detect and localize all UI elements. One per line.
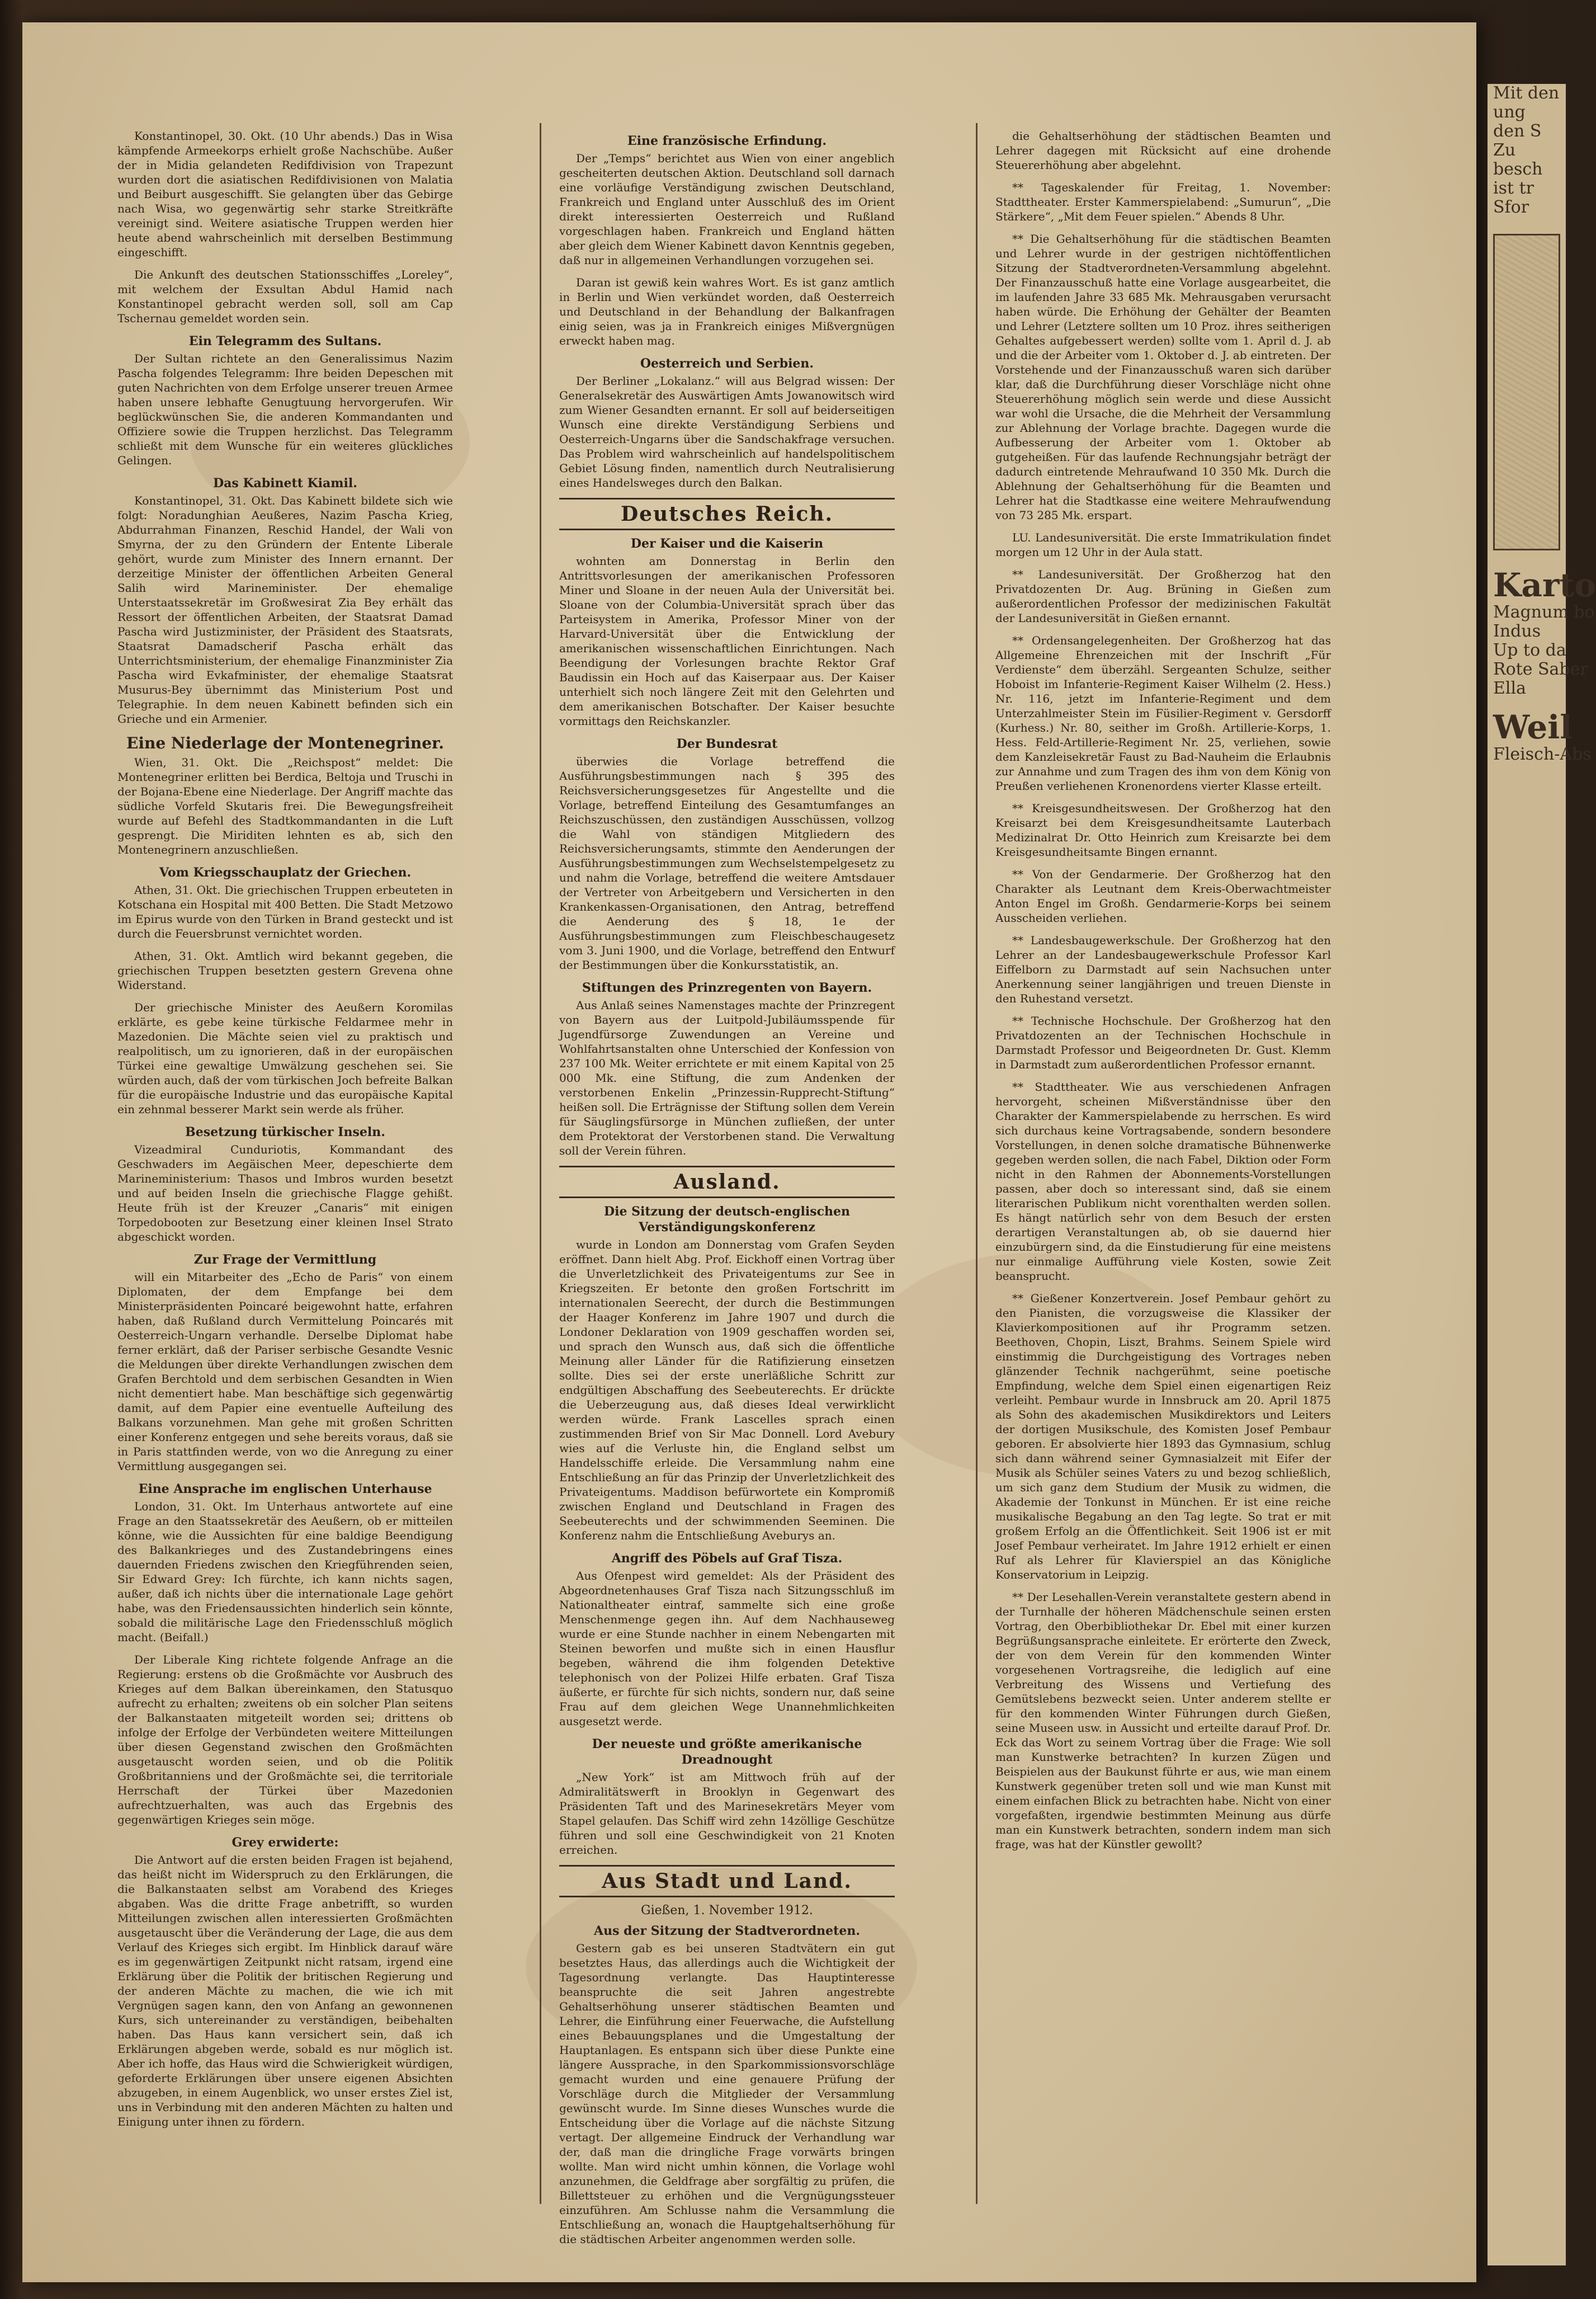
article-text: Der Berliner „Lokalanz.“ will aus Belgrad wissen: Der Generalsekretär des Auswärtigen Amts Jowanowitsch wird zum Wiener Gesandten ernannt. Er soll auf beiderseitigen Wunsch eine direkte Verständigung Serbiens und Oesterreich-Ungarns über die Sandschakfrage versuchen. Das Problem wird wahrscheinlich auf handelspolitischem Gebiet Lösung finden, namentlich durch Neutralisierung eines Handelsweges durch den Balkan. [559,374,895,489]
adjacent-page-fragment: Ella [1493,679,1526,698]
article-text: wurde in London am Donnerstag vom Grafen Seyden eröffnet. Dann hielt Abg. Prof. Eickhoff einen Vortrag über die Unverletzlichkeit des Privateigentums zur See in Kriegszeiten. Er betonte den großen Fortschritt im internationalen Seerecht, der durch die Bestimmungen der Haager Konferenz im Jahre 1907 und durch die Londoner Deklaration von 1909 geschaffen worden sei, und sprach den Wunsch aus, daß sich die öffentliche Meinung aller Länder für die Ratifizierung einsetzen sollte. Dies sei der erste unerläßliche Schritt zur endgültigen Abschaffung des Seebeuterechts. Er drückte die Ueberzeugung aus, daß dieses Ideal verwirklicht werden würde. Frank Lascelles sprach einen zustimmenden Brief von Sir Mac Donnell. Lord Avebury wies auf die Verluste hin, die England selbst um Handelsschiffe erleide. Die Versammlung nahm eine Entschließung an für das Prinzip der Unverletzlichkeit des Privateigentums. Maddison befürwortete ein Kompromiß zwischen England und Deutschland in Fragen des Seebeuterechts und der schwimmenden Seeminen. Die Konferenz nahm die Entschließung Aveburys an. [559,1238,895,1542]
article-text: ** Ordensangelegenheiten. Der Großherzog hat das Allgemeine Ehrenzeichen mit der Inschrift „Für Verdienste“ dem überzähl. Sergeanten Schulze, seither Hoboist im Infanterie-Regiment Kaiser Wilhelm (2. Hess.) Nr. 116, jetzt im Infanterie-Regiment und dem Unterzahlmeister Stein im Füsilier-Regiment v. Gersdorff (Kurhess.) Nr. 80, seither im Großh. Artillerie-Korps, 1. Hess. Feld-Artillerie-Regiment Nr. 25, verliehen, sowie dem Kanzleisekretär Faust zu Bad-Nauheim die Erlaubnis zur Annahme und zum Tragen des ihm von dem König von Preußen verliehenen Kronenordens vierter Klasse erteilt. [995,634,1331,793]
advertisement-illustration [1493,234,1560,550]
article-headline: Der neueste und größte amerikanische Dreadnought [592,1737,862,1767]
article-text: ** Die Gehaltserhöhung für die städtischen Beamten und Lehrer wurde in der gestrigen nichtöffentlichen Sitzung der Stadtverordneten-Versammlung abgelehnt. Der Finanzausschuß hatte eine Vorlage ausgearbeitet, die im laufenden Jahre 33 685 Mk. Mehrausgaben verursacht haben würde. Die Erhöhung der Gehälter der Beamten und Lehrer (Letztere sollten um 10 Proz. ihres seitherigen Gehaltes aufgebessert werden) sollte vom 1. April d. J. ab und die der Arbeiter vom 1. Oktober d. J. ab eintreten. Der Vorstehende und der Finanzausschuß waren sich darüber klar, daß die Durchführung dieser Vorschläge nicht ohne Steuererhöhung möglich sein werde und diese Aussicht war wohl die Ursache, die die Mehrheit der Versammlung zur Ablehnung der Vorlage brachte. Dagegen wurde die Aufbesserung der Arbeiter vom 1. Oktober ab gutgeheißen. Für das laufende Rechnungsjahr beträgt der dadurch eintretende Mehraufwand 10 350 Mk. Durch die Ablehnung der Gehaltserhöhung für die Beamten und Lehrer hat die Stadtkasse eine weitere Mehraufwendung von 73 285 Mk. erspart. [995,232,1331,522]
section-header [559,498,895,530]
article-text: ** Tageskalender für Freitag, 1. November: Stadttheater. Erster Kammerspielabend: „Sumurun“, „Die Stärkere“, „Mit dem Feuer spielen.“ Abends 8 Uhr. [995,181,1331,223]
article-text: Athen, 31. Okt. Amtlich wird bekannt gegeben, die griechischen Truppen besetzten gestern Grevena ohne Widerstand. [117,949,453,992]
article-text: ** Von der Gendarmerie. Der Großherzog hat den Charakter als Leutnant dem Kreis-Oberwachtmeister Anton Engel im Großh. Gendarmerie-Korps bei seinem Ausscheiden verliehen. [995,868,1331,925]
article-headline: Angriff des Pöbels auf Graf Tisza. [611,1551,843,1566]
article-text: Der Liberale King richtete folgende Anfrage an die Regierung: erstens ob die Großmächte vor Ausbruch des Krieges auf dem Balkan übereinkamen, den Statusquo aufrecht zu erhalten; zweitens ob ein solcher Plan seitens der Balkanstaaten mitgeteilt worden sei; drittens ob infolge der Erfolge der Verbündeten weitere Mitteilungen über diesen Gegenstand zwischen den Großmächten ausgetauscht worden seien, und ob die Politik Großbritanniens und der Großmächte sei, die territoriale Herrschaft der Türkei über Mazedonien aufrechtzuerhalten, was auch das Ergebnis des gegenwärtigen Krieges sein möge. [117,1653,453,1826]
article-headline: Besetzung türkischer Inseln. [185,1125,385,1139]
article-text: ** Landesbaugewerkschule. Der Großherzog hat den Lehrer an der Landesbaugewerkschule Professor Karl Eiffelborn zu Darmstadt auf sein Nachsuchen unter Anerkennung seiner langjährigen und treuen Dienste in den Ruhestand versetzt. [995,934,1331,1005]
section-header [559,1166,895,1198]
article-block [117,129,453,260]
article-text: „New York“ ist am Mittwoch früh auf der Admiralitätswerft in Brooklyn in Gegenwart des Präsidenten Taft und des Marinesekretärs Meyer vom Stapel gelaufen. Das Schiff wird zehn 14zöllige Geschütze führen und soll eine Geschwindigkeit von 21 Knoten erreichen. [559,1770,895,1857]
article-block [117,734,453,857]
article-text: will ein Mitarbeiter des „Echo de Paris“ von einem Diplomaten, der dem Empfange bei dem Ministerpräsidenten Poincaré beigewohnt hatte, erfahren haben, daß Rußland durch Vermittelung Poincarés mit Oesterreich-Ungarn verhandle. Derselbe Diplomat habe ferner erklärt, daß der Pariser serbische Gesandte Vesnic die Meldungen über direkte Verhandlungen zwischen dem Grafen Berchtold und dem serbischen Gesandten in Wien nicht dementiert habe. Man beschäftige sich gegenwärtig damit, auf dem Papier eine eventuelle Aufteilung des Balkans vorzunehmen. Man gehe mit großen Schritten einer Konferenz entgegen und sehe bereits voraus, daß sie in Paris stattfinden werde, von wo die Anregung zu einer Vermittlung ausgegangen sei. [117,1270,453,1473]
article-block [995,567,1331,625]
article-block [117,1835,453,2129]
article-block [117,865,453,941]
article-text: Konstantinopel, 31. Okt. Das Kabinett bildete sich wie folgt: Noradunghian Aeußeres, Nazim Pascha Krieg, Abdurrahman Finanzen, Reschid Handel, der Wali von Smyrna, der zu den Gründern der Entente Liberale gehört, wurde zum Minister des Innern ernannt. Der derzeitige Minister der öffentlichen Arbeiten General Salih wird Marineminister. Der ehemalige Unterstaatssekretär im Großwesirat Zia Bey erhält das Ressort der öffentlichen Arbeiten, der Staatsrat Damad Pascha wird Justizminister, der Präsident des Staatsrats, Staatsrat Damadscherif Pascha erhält das Unterrichtsministerium, der ehemalige Finanzminister Zia Pascha wird Evkafminister, der ehemalige Staatsrat Musurus-Bey übernimmt das Ministerium Post und Telegraphie. In dem neuen Kabinett befinden sich ein Grieche und ein Armenier. [117,494,453,725]
article-block [117,1652,453,1827]
adjacent-page-fragment: Weil [1493,708,1573,746]
article-text: überwies die Vorlage betreffend die Ausführungsbestimmungen nach § 395 des Reichsversicherungsgesetzes für Angestellte und die Vorlage, betreffend Einteilung des Gesamtumfanges an Reichszuschüssen, den zuständigen Ausschüssen, vollzog die Wahl von ständigen Mitgliedern des Reichsversicherungsamts, stimmte den Aenderungen der Ausführungsbestimmungen zum Wechselstempelgesetz zu und nahm die Vorlage, betreffend die weitere Amtsdauer der Vertreter von Arbeitgebern und Versicherten in den Krankenkassen-Organisationen, den Antrag, betreffend die Aenderung des § 18, 1e der Ausführungsbestimmungen zum Fleischbeschaugesetz vom 3. Juni 1900, und die Vorlage, betreffend den Entwurf der Bestimmungen über die Konkursstatistik, an. [559,755,895,972]
article-headline: Vom Kriegsschauplatz der Griechen. [159,865,412,880]
adjacent-page-fragment: Zu [1493,140,1516,160]
article-text: Vizeadmiral Cunduriotis, Kommandant des Geschwaders im Aegäischen Meer, depeschierte dem Marineministerium: Thasos und Imbros wurden besetzt und auf beiden Inseln die griechische Flagge gehißt. Heute früh ist der Kreuzer „Canaris“ mit einigen Torpedobooten zur Besetzung einer kleinen Insel Strato abgeschickt worden. [117,1143,453,1243]
article-block [995,1080,1331,1283]
article-text: ** Kreisgesundheitswesen. Der Großherzog hat den Kreisarzt bei dem Kreisgesundheitsamte Lauterbach Medizinalrat Dr. Otto Heinrich zum Kreisarzte bei dem Kreisgesundheitsamte Bingen ernannt. [995,802,1331,859]
article-text: Der Sultan richtete an den Generalissimus Nazim Pascha folgendes Telegramm: Ihre beiden Depeschen mit guten Nachrichten von dem Erfolge unserer treuen Armee haben unsere lebhafte Genugtuung hervorgerufen. Wir beglückwünschen Sie, die anderen Kommandanten und Offiziere sowie die Truppen herzlichst. Das Telegramm schließt mit dem Wunsche für ein weiteres glückliches Gelingen. [117,352,453,467]
article-block [559,356,895,490]
article-block [117,1124,453,1244]
adjacent-page-fragment: Sfor [1493,197,1529,217]
article-headline: Eine Ansprache im englischen Unterhause [138,1482,432,1496]
article-block [117,1000,453,1116]
article-text: Aus Ofenpest wird gemeldet: Als der Präsident des Abgeordnetenhauses Graf Tisza nach Sitzungsschluß im Nationaltheater eintraf, sammelte sich eine große Menschenmenge gegen ihn. Auf dem Nachhauseweg wurde er eine Stunde nachher in einem Nebengarten mit Steinen beworfen und mußte sich in einen Hausflur begeben, während die ihm folgenden Detektive telephonisch von der Polizei Hilfe erbaten. Graf Tisza äußerte, er fürchte für sich nichts, sondern nur, daß seine Frau auf dem gleichen Wege Unannehmlichkeiten ausgesetzt werde. [559,1569,895,1728]
article-block [559,1204,895,1543]
adjacent-page-fragment: Karto [1493,566,1596,604]
section-title: Ausland. [673,1170,781,1194]
article-block [995,530,1331,559]
section-title: Aus Stadt und Land. [602,1869,852,1893]
adjacent-page-fragment: ist tr [1493,178,1534,198]
article-block [995,933,1331,1006]
article-block [559,980,895,1158]
article-block [117,475,453,726]
dateline: Gießen, 1. November 1912. [641,1904,813,1918]
article-text: Die Ankunft des deutschen Stationsschiffes „Loreley“, mit welchem der Exsultan Abdul Hamid nach Konstantinopel gebracht werden soll, soll am Cap Tschernau gemeldet worden sein. [117,268,453,325]
article-headline: Eine französische Erfindung. [627,134,827,148]
article-block [117,949,453,992]
article-headline: Ein Telegramm des Sultans. [188,334,382,348]
adjacent-page-fragment: besch [1493,159,1543,179]
article-block [559,1736,895,1857]
article-column-1 [117,129,453,2198]
article-text: Gestern gab es bei unseren Stadtvätern ein gut besetztes Haus, das allerdings auch die Wichtigkeit der Tagesordnung verlangte. Das Hauptinteresse beanspruchte die seit Jahren angestrebte Gehaltserhöhung unserer städtischen Beamten und Lehrer, die Einführung einer Feuerwache, die Aufstellung eines Bebauungsplanes und die Umgestaltung der Hauptanlagen. Es entspann sich über diese Punkte eine längere Aussprache, in den Sparkommissionsvorschläge gemacht wurden und eine genauere Prüfung der Vorschläge durch die Mitglieder der Versammlung gewünscht wurde. Im Sinne dieses Wunsches wurde die Entscheidung über die Vorlage auf die nächste Sitzung vertagt. Der allgemeine Eindruck der Verhandlung war der, daß man die dringliche Frage vorwärts bringen wollte. Man wird nicht umhin können, die Vorlage wohl anzunehmen, die Geldfrage aber sorgfältig zu prüfen, die Billettsteuer zu erhöhen und die Vergnügungssteuer einzuführen. Am Schlusse nahm die Versammlung die Entschließung an, wonach die Hauptgehaltserhöhung für die städtischen Arbeiter angenommen werden solle. [559,1942,895,2246]
article-text: Konstantinopel, 30. Okt. (10 Uhr abends.) Das in Wisa kämpfende Armeekorps erhielt große Nachschübe. Außer der in Midia gelandeten Redifdivision von Trapezunt wurden dort die asiatischen Redifdivisionen von Malatia und Beiburt ausgeschifft. Sie gelangten über das Gebirge nach Wisa, wo gegenwärtig sehr starke Streitkräfte vereinigt sind. Weitere asiatische Truppen werden hier heute abend wahrscheinlich mit derselben Bestimmung eingeschifft. [117,129,453,259]
article-block [559,1551,895,1728]
article-text: Der griechische Minister des Aeußern Koromilas erklärte, es gebe keine türkische Feldarmee mehr in Mazedonien. Die Mächte seien viel zu praktisch und realpolitisch, um zu ignorieren, daß in der europäischen Türkei eine gewaltige Umwälzung geschehen sei. Sie würden auch, daß der vom türkischen Joch befreite Balkan für die europäische Industrie und das europäische Kapital ein zehnmal besserer Markt sein werde als früher. [117,1001,453,1116]
section-title: Deutsches Reich. [620,502,834,526]
article-block [559,1923,895,2246]
column-rule [976,123,978,2204]
article-block [559,133,895,267]
adjacent-page-fragment: Up to da [1493,640,1566,660]
article-block [559,736,895,972]
article-text: ** Gießener Konzertverein. Josef Pembaur gehört zu den Pianisten, die vorzugsweise die Klassiker der Klavierkompositionen auf ihr Programm setzen. Beethoven, Chopin, Liszt, Brahms. Seinem Spiele wird einstimmig die Durchgeistigung des Vortrages neben glänzender Technik nachgerühmt, seine poetische Empfindung, welche dem Spiel einen eigenartigen Reiz verleiht. Pembaur wurde in Innsbruck am 20. April 1875 als Sohn des akademischen Musikdirektors und Leiters der dortigen Musikschule, des Komisten Josef Pembaur geboren. Er absolvierte hier 1893 das Gymnasium, schlug sich dann während seiner Gymnasialzeit mit Eifer der Musik als Schüler seines Vaters zu und bezog schließlich, um sich ganz dem Studium der Musik zu widmen, die Akademie der Tonkunst in München. Er ist eine reiche musikalische Begabung an den Tag legte. So trat er mit großem Erfolg an die Öffentlichkeit. Seit 1906 ist er mit Josef Pembaur verheiratet. Im Jahre 1912 erhielt er einen Ruf als Lehrer für Klavierspiel an das Königliche Konservatorium in Leipzig. [995,1292,1331,1581]
article-block [117,1481,453,1645]
column-rule [540,123,541,2204]
adjacent-page-fragment: den S [1493,121,1542,141]
article-text: Die Antwort auf die ersten beiden Fragen ist bejahend, das heißt nicht im Widerspruch zu den Erklärungen, die die Balkanstaaten selbst am Vorabend des Krieges abgaben. Was die dritte Frage anbetrifft, so wurden Mitteilungen zwischen allen interessierten Großmächten ausgetauscht über die Veränderung der Lage, die aus dem Verlauf des Krieges sich ergibt. Im Hinblick darauf wäre es im gegenwärtigen Zeitpunkt nicht ratsam, irgend eine Erklärung über die Politik der britischen Regierung und der anderen Mächte zu machen, die wie ich mit Vergnügen sagen kann, den von Anfang an gewonnenen Kurs, sich untereinander zu verständigen, beibehalten haben. Das Haus kann versichert sein, daß ich Erklärungen abgeben werde, sobald es nur möglich ist. Aber ich hoffe, das Haus wird die Schwierigkeit würdigen, geforderte Erklärungen über unsere eigenen Absichten abzugeben, in einem Augenblick, wo unser erstes Ziel ist, uns in Verbindung mit den anderen Mächten zu halten und Einigung unter ihnen zu fördern. [117,1853,453,2128]
article-block [117,333,453,468]
article-text: Aus Anlaß seines Namenstages machte der Prinzregent von Bayern aus der Luitpold-Jubiläumsspende für Jugendfürsorge Zuwendungen an Vereine und Wohlfahrtsanstalten ohne Unterschied der Konfession von 237 100 Mk. Weiter errichtete er mit einem Kapital von 25 000 Mk. eine Stiftung, die zum Andenken der verstorbenen Enkelin „Prinzessin-Rupprecht-Stiftung“ heißen soll. Die Erträgnisse der Stiftung sollen dem Verein für Säuglingsfürsorge in München zufließen, der unter dem Protektorat der Verstorbenen stand. Die Verwaltung soll der Verein führen. [559,998,895,1157]
article-headline: Der Kaiser und die Kaiserin [630,536,824,551]
adjacent-page-fragment: Rote Saber [1493,659,1588,679]
adjacent-page-fragment: Fleisch-Abs [1493,745,1592,764]
article-column-2 [559,129,895,2246]
article-headline: Eine Niederlage der Montenegriner. [126,734,444,752]
adjacent-page-fragment: ung [1493,102,1526,122]
article-headline: Die Sitzung der deutsch-englischen Verständigungskonferenz [604,1204,850,1235]
adjacent-page-edge [1488,83,1596,2265]
article-text: ** Landesuniversität. Der Großherzog hat den Privatdozenten Dr. Aug. Brüning in Gießen zum außerordentlichen Professor der medizinischen Fakultät der Landesuniversität in Gießen ernannt. [995,568,1331,625]
article-block [995,129,1331,172]
article-headline: Aus der Sitzung der Stadtverordneten. [594,1924,860,1938]
article-text: Der „Temps“ berichtet aus Wien von einer angeblich gescheiterten deutschen Aktion. Deutschland soll darnach eine vorläufige Verständigung zwischen Deutschland, Frankreich und England unter Ausschluß des im Orient direkt interessierten Oesterreich und Rußland vorgeschlagen haben. Frankreich und England hätten aber gleich dem Wiener Kabinett davon Kenntnis gegeben, daß nur in allgemeinen Verhandlungen vorzugehen sei. [559,152,895,267]
article-text: ** Technische Hochschule. Der Großherzog hat den Privatdozenten an der Technischen Hochschule in Darmstadt Professor und Beigeordneten Dr. Gust. Klemm in Darmstadt zum außerordentlichen Professor ernannt. [995,1014,1331,1071]
section-header [559,1865,895,1897]
article-headline: Grey erwiderte: [232,1835,339,1850]
article-text: Daran ist gewiß kein wahres Wort. Es ist ganz amtlich in Berlin und Wien verkündet worden, daß Oesterreich und Deutschland in der Behandlung der Balkanfragen einig seien, was ja in Frankreich einiges Mißvergnügen erweckt haben mag. [559,276,895,347]
article-text: Wien, 31. Okt. Die „Reichspost“ meldet: Die Montenegriner erlitten bei Berdica, Beltoja und Truschi in der Bojana-Ebene eine Niederlage. Der Angriff machte das südliche Vorfeld Skutaris frei. Die Bewegungsfreiheit wurde auf Befehl des Stadtkommandanten in die Luft gesprengt. Die Miriditen lehnten es ab, sich den Montenegrinern anzuschließen. [117,756,453,856]
article-block [995,633,1331,793]
article-block [995,1590,1331,1852]
article-block [995,1014,1331,1072]
article-block [995,180,1331,224]
article-headline: Zur Frage der Vermittlung [193,1252,377,1267]
adjacent-page-fragment: Indus [1493,621,1541,641]
adjacent-page-fragment: Mit den [1493,83,1560,103]
article-text: Athen, 31. Okt. Die griechischen Truppen erbeuteten in Kotschana ein Hospital mit 400 Betten. Die Stadt Metzowo im Epirus wurde von den Türken in Brand gesteckt und ist durch die Feuersbrunst vernichtet worden. [117,883,453,940]
article-headline: Stiftungen des Prinzregenten von Bayern. [582,981,872,995]
article-text: ** Der Lesehallen-Verein veranstaltete gestern abend in der Turnhalle der höheren Mädchenschule seinen ersten Vortrag, den Oberbibliothekar Dr. Ebel mit einer kurzen Begrüßungsansprache einleitete. Er erörterte den Zweck, der von dem Verein für den kommenden Winter vorgesehenen Vortragsreihe, die lediglich auf eine Verbreitung des Wissens und Vertiefung des Gemütslebens bezweckt seien. Unter anderem stellte er für den kommenden Winter Führungen durch Gießen, seine Museen usw. in Aussicht und erteilte darauf Prof. Dr. Eck das Wort zu seinem Vortrag über die Frage: Wie soll man Kunstwerke betrachten? In kurzen Zügen und Beispielen aus der Baukunst führte er aus, wie man einem Kunstwerk gegenüber treten soll und wie man Kunst mit einem einfachen Blick zu betrachten habe. Nicht von einer vorgefaßten, irgendwie bestimmten Meinung aus dürfe man ein Kunstwerk betrachten, sondern indem man sich frage, was hat der Künstler gewollt? [995,1590,1331,1851]
article-text: die Gehaltserhöhung der städtischen Beamten und Lehrer dagegen mit Rücksicht auf eine drohende Steuererhöhung aber abgelehnt. [995,129,1331,172]
article-text: London, 31. Okt. Im Unterhaus antwortete auf eine Frage an den Staatssekretär des Aeußern, ob er mitteilen könne, wie die Aussichten für eine baldige Beendigung des Balkankrieges und des Zustandebringens eines dauernden Friedens zwischen den Kriegführenden seien, Sir Edward Grey: Ich fürchte, ich kann nichts sagen, außer, daß ich nichts über die internationale Lage gehört habe, was den Friedensaussichten hinderlich sein könnte, sobald die militärische Lage den Friedensschluß möglich macht. (Beifall.) [117,1500,453,1644]
article-text: wohnten am Donnerstag in Berlin den Antrittsvorlesungen der amerikanischen Professoren Miner und Sloane in der neuen Aula der Universität bei. Sloane von der Columbia-Universität sprach über das Parteisystem in Amerika, Professor Miner von der Harvard-Universität über die Entwicklung der amerikanischen wissenschaftlichen Einrichtungen. Nach Beendigung der Vorlesungen brachte Rektor Graf Baudissin ein Hoch auf das Kaiserpaar aus. Der Kaiser unterhielt sich noch längere Zeit mit den Gelehrten und dem amerikanischen Botschafter. Der Kaiser besuchte vormittags den Reichskanzler. [559,554,895,728]
article-block [117,1252,453,1473]
article-headline: Das Kabinett Kiamil. [213,476,357,491]
article-text: LU. Landesuniversität. Die erste Immatrikulation findet morgen um 12 Uhr in der Aula statt. [995,531,1331,559]
article-block [117,267,453,326]
adjacent-page-fragment: Magnum bo [1493,602,1595,622]
article-headline: Oesterreich und Serbien. [640,356,814,371]
article-headline: Der Bundesrat [676,737,778,751]
article-text: ** Stadttheater. Wie aus verschiedenen Anfragen hervorgeht, scheinen Mißverständnisse über den Charakter der Kammerspielabende zu herrschen. Es wird sich durchaus keine Vortragsabende, sondern besondere Vorstellungen, in denen solche dramatische Bühnenwerke gegeben werden sollen, die nach Fabel, Diktion oder Form nicht in den Rahmen der Abonnements-Vorstellungen passen, aber doch so interessant sind, daß sie einem literarischen Publikum nicht vorenthalten werden sollen. Es hängt natürlich sehr von dem Besuch der ersten derartigen Veranstaltungen ab, ob sie dauernd hier einzubürgern sind, da die Einstudierung für eine meistens nur einmalige Aufführung viele Kosten, sowie Zeit beansprucht. [995,1080,1331,1283]
article-block [995,867,1331,925]
article-block [559,275,895,348]
article-block [995,1291,1331,1582]
article-block [559,536,895,728]
article-block [995,232,1331,522]
article-block [995,801,1331,859]
article-column-3 [995,129,1331,2198]
